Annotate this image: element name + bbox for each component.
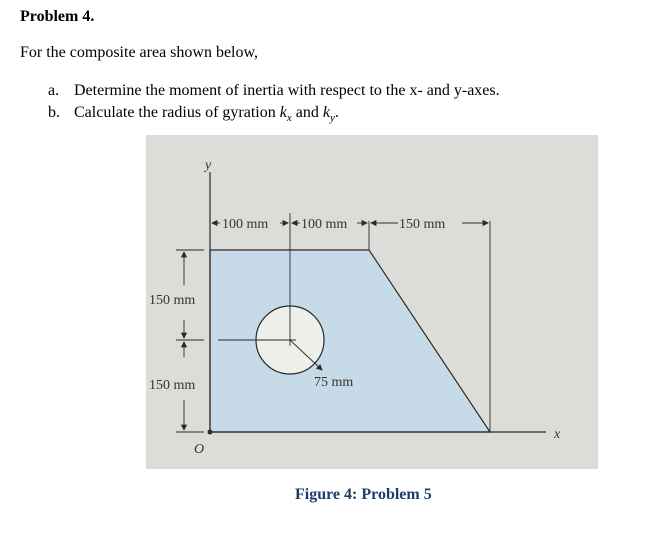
task-b-label: b.	[48, 104, 60, 121]
problem-intro: For the composite area shown below,	[20, 44, 259, 61]
dim-left-upper: 150 mm	[149, 293, 196, 308]
problem-title: Problem 4.	[20, 8, 95, 25]
task-b: b. Calculate the radius of gyration $k_x$ and $k_y$.	[48, 104, 339, 125]
task-a	[48, 80, 500, 102]
origin-label: O	[194, 442, 205, 457]
ky-symbol: $k_y$	[322, 104, 335, 125]
task-list	[48, 80, 500, 129]
dim-left-lower: 150 mm	[149, 378, 196, 393]
radius-label: 75 mm	[314, 375, 354, 390]
dim-top-2: 100 mm	[301, 217, 348, 232]
kx-symbol: $k_x$	[279, 104, 292, 125]
task-b-text: Calculate the radius of gyration	[74, 104, 280, 121]
dim-top-1: 100 mm	[222, 217, 269, 232]
task-a-text: Determine the moment of inertia with respect to the x- and y-axes.	[74, 82, 500, 99]
figure-caption: Figure 4: Problem 5	[295, 486, 432, 503]
composite-area-figure	[146, 135, 598, 469]
dim-top-3: 150 mm	[399, 217, 446, 232]
y-axis-label: y	[205, 158, 212, 173]
x-axis-label: x	[554, 427, 561, 442]
task-a-label: a.	[48, 82, 60, 99]
origin-point	[208, 430, 213, 435]
